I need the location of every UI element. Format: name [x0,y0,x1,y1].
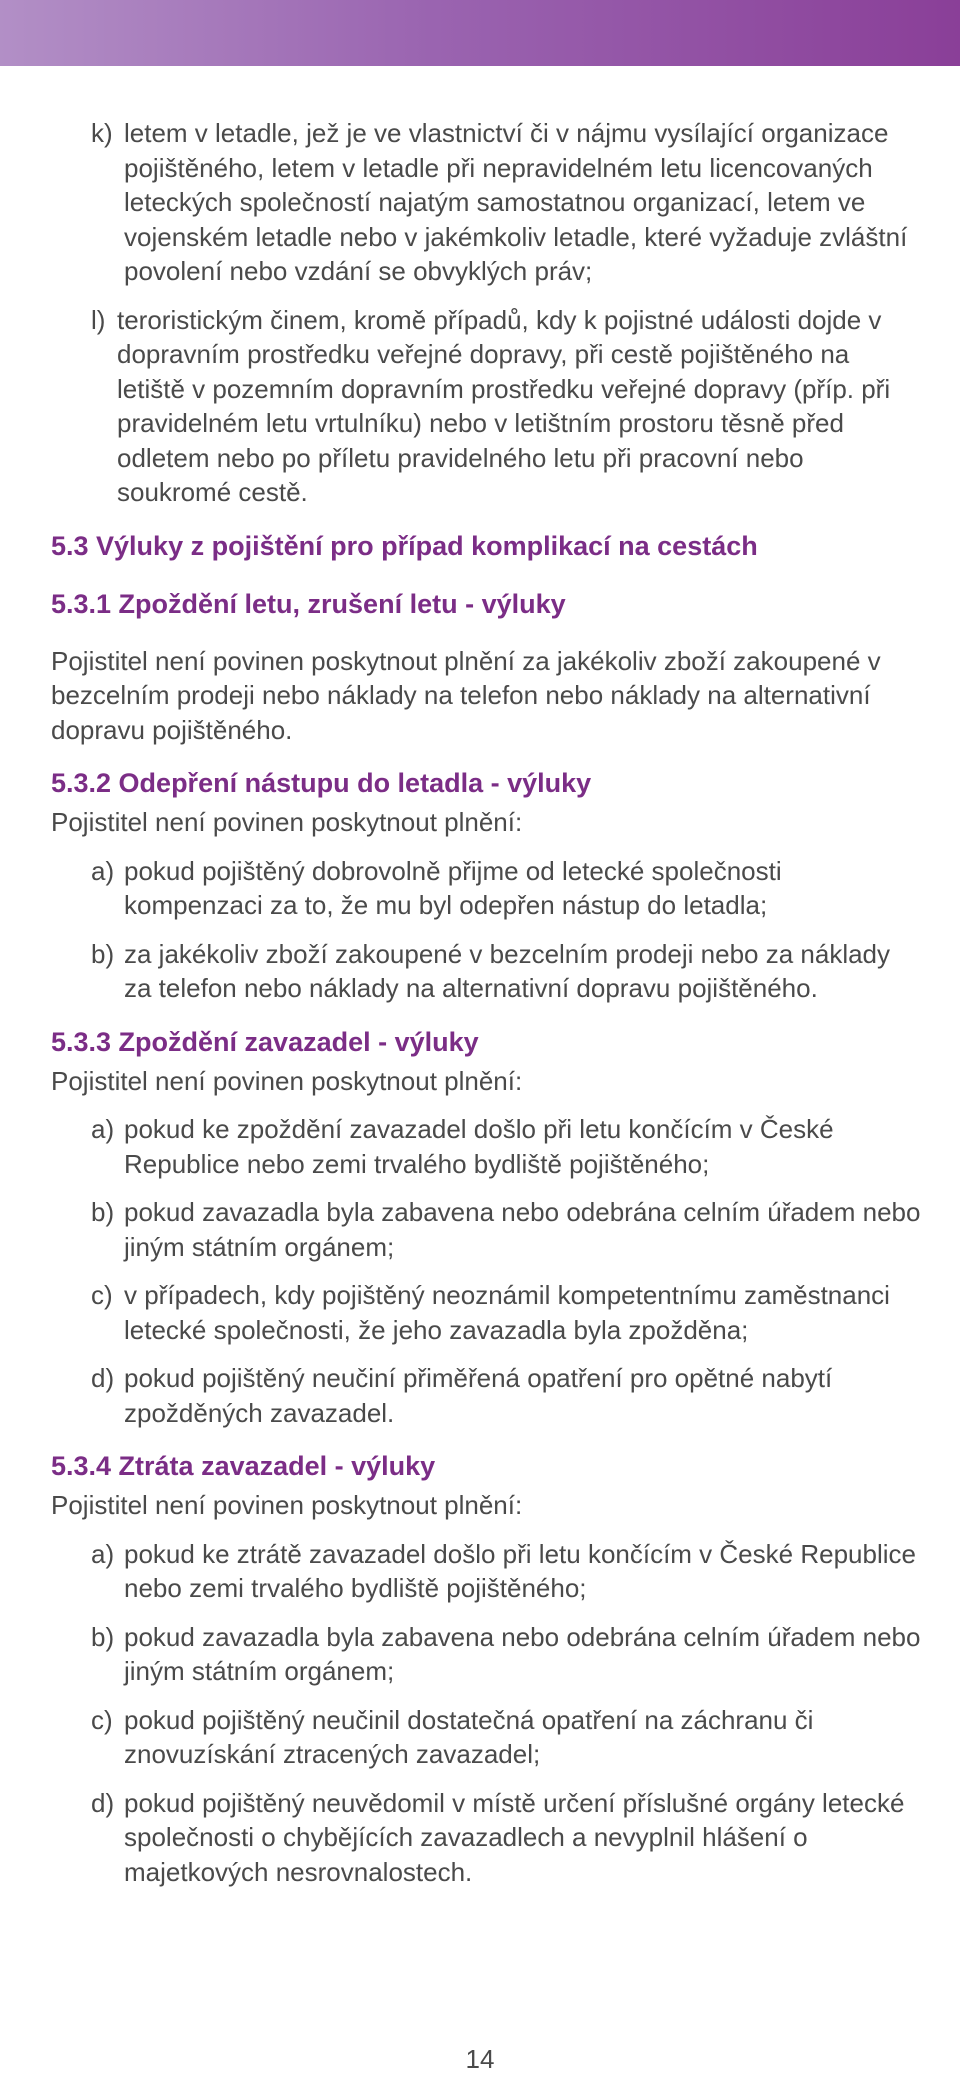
list-marker: c) [91,1280,113,1310]
exclusions-list-continued [51,116,921,510]
list-item-text: teroristickým činem, kromě případů, kdy k pojistné události dojde v dopravním prostředku veřejné dopravy, při cestě pojištěného na letiště v pozemním dopravním prostředku veřejné dopravy (příp. při pravidelném letu vrtulníku) nebo v letištním prostoru těsně před odletem nebo po příletu pravidelného letu při pracovní nebo soukromé cestě. [117,304,891,507]
list-item-a [51,1537,921,1606]
list-marker: c) [91,1704,113,1735]
list-marker: d) [91,1787,115,1818]
list-item-text: letem v letadle, jež je ve vlastnictví či v nájmu vysílající organizace pojištěného, letem v letadle při nepravidelném letu licencovaných leteckých společností najatým samostatnou organizací, letem ve vojenském letadle nebo v jakémkoliv letadle, které vyžaduje zvláštní povolení nebo vzdání se obvyklých práv; [124,118,908,286]
exclusions-list-5-3-3 [51,1112,921,1430]
section-heading-5-3-4: 5.3.4 Ztráta zavazadel - výluky [51,1451,436,1481]
section-intro-5-3-4: Pojistitel není povinen poskytnout plnění: [51,1490,523,1520]
list-item-text: pokud ke ztrátě zavazadel došlo při letu končícím v České Republice nebo zemi trvalého bydliště pojištěného; [124,1538,916,1603]
list-item-text: pokud zavazadla byla zabavena nebo odebrána celním úřadem nebo jiným státním orgánem; [124,1621,921,1686]
list-item-text: pokud pojištěný dobrovolně přijme od letecké společnosti kompenzaci za to, že mu byl odepřen nástup do letadla; [124,855,782,920]
page-content [51,116,921,1903]
list-marker: k) [91,118,113,148]
list-item-c [51,1278,921,1347]
section-heading-5-3-1: 5.3.1 Zpoždění letu, zrušení letu - výluky [51,588,566,619]
list-item-text: v případech, kdy pojištěný neoznámil kompetentnímu zaměstnanci letecké společnosti, že jeho zavazadla byla zpožděna; [124,1280,890,1345]
list-item-d [51,1786,921,1890]
list-item-text: pokud pojištěný neučinil dostatečná opatření na záchranu či znovuzískání ztracených zavazadel; [124,1704,814,1769]
section-heading-5-3-2: 5.3.2 Odepření nástupu do letadla - výluky [51,768,592,798]
section-intro-5-3-2: Pojistitel není povinen poskytnout plnění: [51,807,523,837]
list-marker: a) [91,1114,115,1144]
exclusions-list-5-3-4 [51,1537,921,1890]
list-item-d [51,1361,921,1430]
list-marker: b) [91,1197,115,1227]
list-marker: a) [91,855,115,886]
list-item-b [51,937,921,1006]
list-item-text: za jakékoliv zboží zakoupené v bezcelním prodeji nebo za náklady za telefon nebo náklady na alternativní dopravu pojištěného. [124,938,891,1003]
list-item-c [51,1703,921,1772]
list-item-text: pokud pojištěný neučiní přiměřená opatření pro opětné nabytí zpožděných zavazadel. [124,1363,833,1428]
list-item-text: pokud ke zpoždění zavazadel došlo při letu končícím v České Republice nebo zemi trvalého bydliště pojištěného; [124,1114,834,1179]
list-item-a [51,854,921,923]
list-item-b [51,1195,921,1264]
list-item-text: pokud pojištěný neuvědomil v místě určení příslušné orgány letecké společnosti o chybějících zavazadlech a nevyplnil hlášení o majetkových nesrovnalostech. [124,1787,905,1887]
exclusions-list-5-3-2 [51,854,921,1006]
section-intro-5-3-3: Pojistitel není povinen poskytnout plnění: [51,1065,523,1096]
header-band [0,0,960,66]
list-item-a [51,1112,921,1181]
list-marker: l) [91,304,106,335]
section-heading-5-3-3: 5.3.3 Zpoždění zavazadel - výluky [51,1026,479,1057]
list-marker: b) [91,938,115,969]
section-text-5-3-1: Pojistitel není povinen poskytnout plnění za jakékoliv zboží zakoupené v bezcelním prodeji nebo náklady na telefon nebo náklady na alternativní dopravu pojištěného. [51,645,881,745]
list-marker: b) [91,1621,115,1652]
page-number: 14 [465,2044,495,2074]
section-heading-5-3: 5.3 Výluky z pojištění pro případ komplikací na cestách [51,530,758,561]
list-item-k [51,116,921,289]
list-marker: d) [91,1363,115,1393]
list-item-text: pokud zavazadla byla zabavena nebo odebrána celním úřadem nebo jiným státním orgánem; [124,1197,921,1262]
list-marker: a) [91,1538,115,1569]
list-item-b [51,1620,921,1689]
list-item-l [51,303,921,510]
